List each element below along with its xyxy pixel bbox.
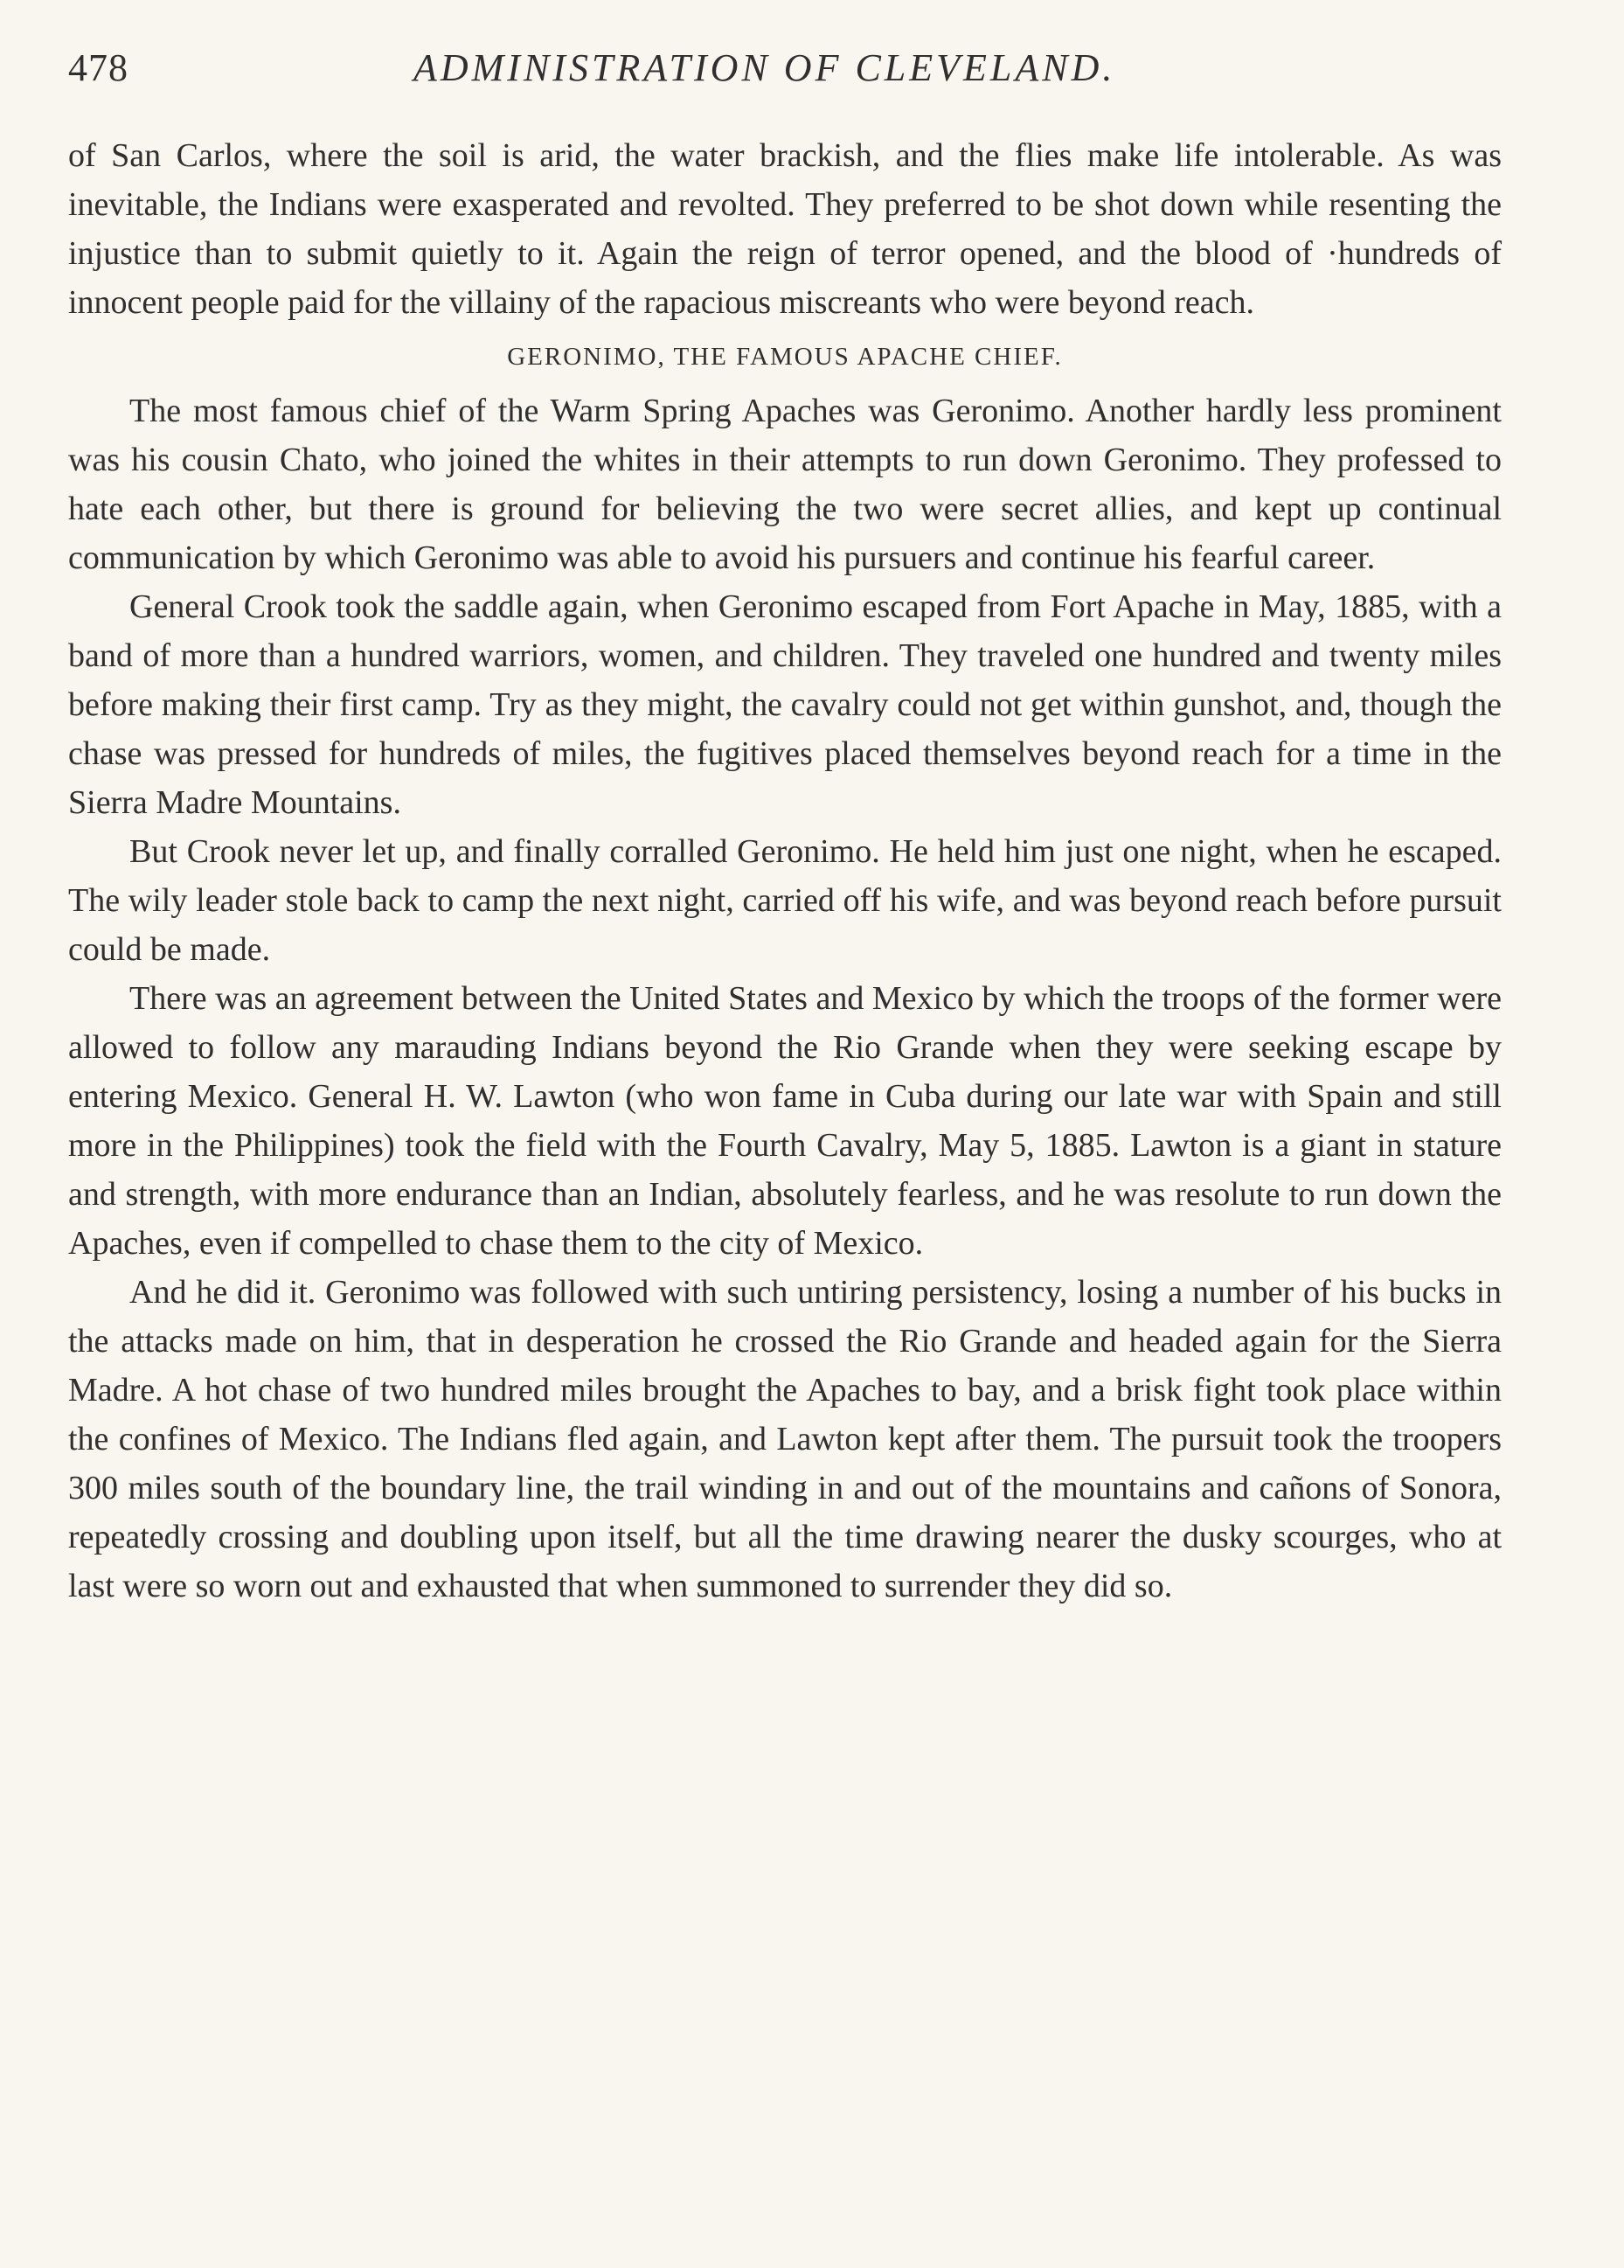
section-heading: GERONIMO, THE FAMOUS APACHE CHIEF. <box>507 343 1063 371</box>
running-title: ADMINISTRATION OF CLEVELAND. <box>413 46 1116 89</box>
paragraph-continuation: of San Carlos, where the soil is arid, the water brackish, and the flies make life intolerable. As was inevitable, the Indians were exasperated and revolted. They preferred to be shot down while resenting the injustice than to submit quietly to it. Again the reign of terror opened, and the blood of ·hundreds of innocent people paid for the villainy of the rapacious miscreants who were beyond reach. <box>68 137 1502 321</box>
page-number: 478 <box>68 46 128 89</box>
paragraph: The most famous chief of the Warm Spring Apaches was Geronimo. Another hardly less prominent was his cousin Chato, who joined the whites in their attempts to run down Geronimo. They professed to hate each other, but there is ground for believing the two were secret allies, and kept up continual communication by which Geronimo was able to avoid his pursuers and continue his fearful career. <box>68 393 1502 576</box>
paragraph: General Crook took the saddle again, when Geronimo escaped from Fort Apache in May, 1885, with a band of more than a hundred warriors, women, and children. They traveled one hundred and twenty miles before making their first camp. Try as they might, the cavalry could not get within gunshot, and, though the chase was pressed for hundreds of miles, the fugitives placed themselves beyond reach for a time in the Sierra Madre Mountains. <box>68 588 1502 821</box>
page-header <box>68 45 1502 101</box>
paragraph: There was an agreement between the United States and Mexico by which the troops of the former were allowed to follow any marauding Indians beyond the Rio Grande when they were seeking escape by entering Mexico. General H. W. Lawton (who won fame in Cuba during our late war with Spain and still more in the Philippines) took the field with the Fourth Cavalry, May 5, 1885. Lawton is a giant in stature and strength, with more endurance than an Indian, absolutely fearless, and he was resolute to run down the Apaches, even if compelled to chase them to the city of Mexico. <box>68 980 1502 1262</box>
paragraph: And he did it. Geronimo was followed with such untiring persistency, losing a number of his bucks in the attacks made on him, that in desperation he crossed the Rio Grande and headed again for the Sierra Madre. A hot chase of two hundred miles brought the Apaches to bay, and a brisk fight took place within the confines of Mexico. The Indians fled again, and Lawton kept after them. The pursuit took the troopers 300 miles south of the boundary line, the trail winding in and out of the mountains and cañons of Sonora, repeatedly crossing and doubling upon itself, but all the time drawing nearer the dusky scourges, who at last were so worn out and exhausted that when summoned to surrender they did so. <box>68 1274 1502 1604</box>
paragraph: But Crook never let up, and finally corralled Geronimo. He held him just one night, when he escaped. The wily leader stole back to camp the next night, carried off his wife, and was beyond reach before pursuit could be made. <box>68 833 1502 968</box>
page-body <box>68 131 1502 1611</box>
